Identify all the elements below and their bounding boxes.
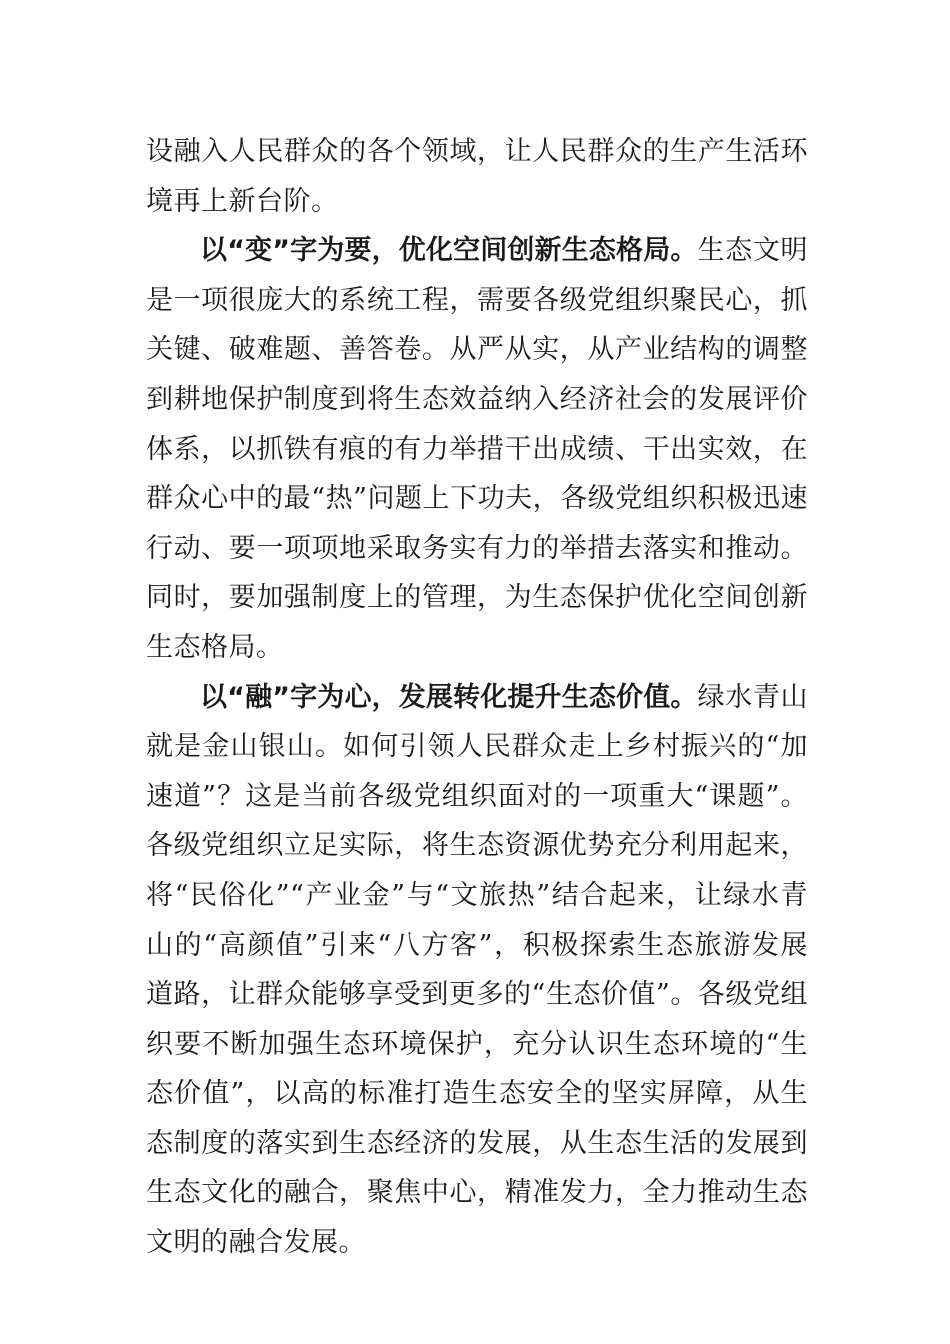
paragraph-heading: 以“融”字为心，发展转化提升生态价值。	[200, 681, 698, 713]
document-body	[146, 127, 808, 1268]
paragraph-text: 绿水青山就是金山银山。如何引领人民群众走上乡村振兴的“加速道”？这是当前各级党组织面对的一项重大“课题”。各级党组织立足实际，将生态资源优势充分利用起来，将“民俗化”“产业金”与“文旅热”结合起来，让绿水青山的“高颜值”引来“八方客”，积极探索生态旅游发展道路，让群众能够享受到更多的“生态价值”。各级党组织要不断加强生态环境保护，充分认识生态环境的“生态价值”，以高的标准打造生态安全的坚实屏障，从生态制度的落实到生态经济的发展，从生态生活的发展到生态文化的融合，聚焦中心，精准发力，全力推动生态文明的融合发展。	[146, 681, 808, 1259]
paragraph-heading: 以“变”字为要，优化空间创新生态格局。	[200, 235, 698, 267]
paragraph-text: 生态文明是一项很庞大的系统工程，需要各级党组织聚民心，抓关键、破难题、善答卷。从严从实，从产业结构的调整到耕地保护制度到将生态效益纳入经济社会的发展评价体系，以抓铁有痕的有力举措干出成绩、干出实效，在群众心中的最“热”问题上下功夫，各级党组织积极迅速行动、要一项项地采取务实有力的举措去落实和推动。同时，要加强制度上的管理，为生态保护优化空间创新生态格局。	[146, 235, 808, 663]
paragraph-continuation	[146, 127, 808, 226]
paragraph-optimize-space	[146, 226, 808, 672]
paragraph-ecological-value	[146, 673, 808, 1268]
paragraph-text: 设融入人民群众的各个领域，让人民群众的生产生活环境再上新台阶。	[146, 136, 808, 217]
